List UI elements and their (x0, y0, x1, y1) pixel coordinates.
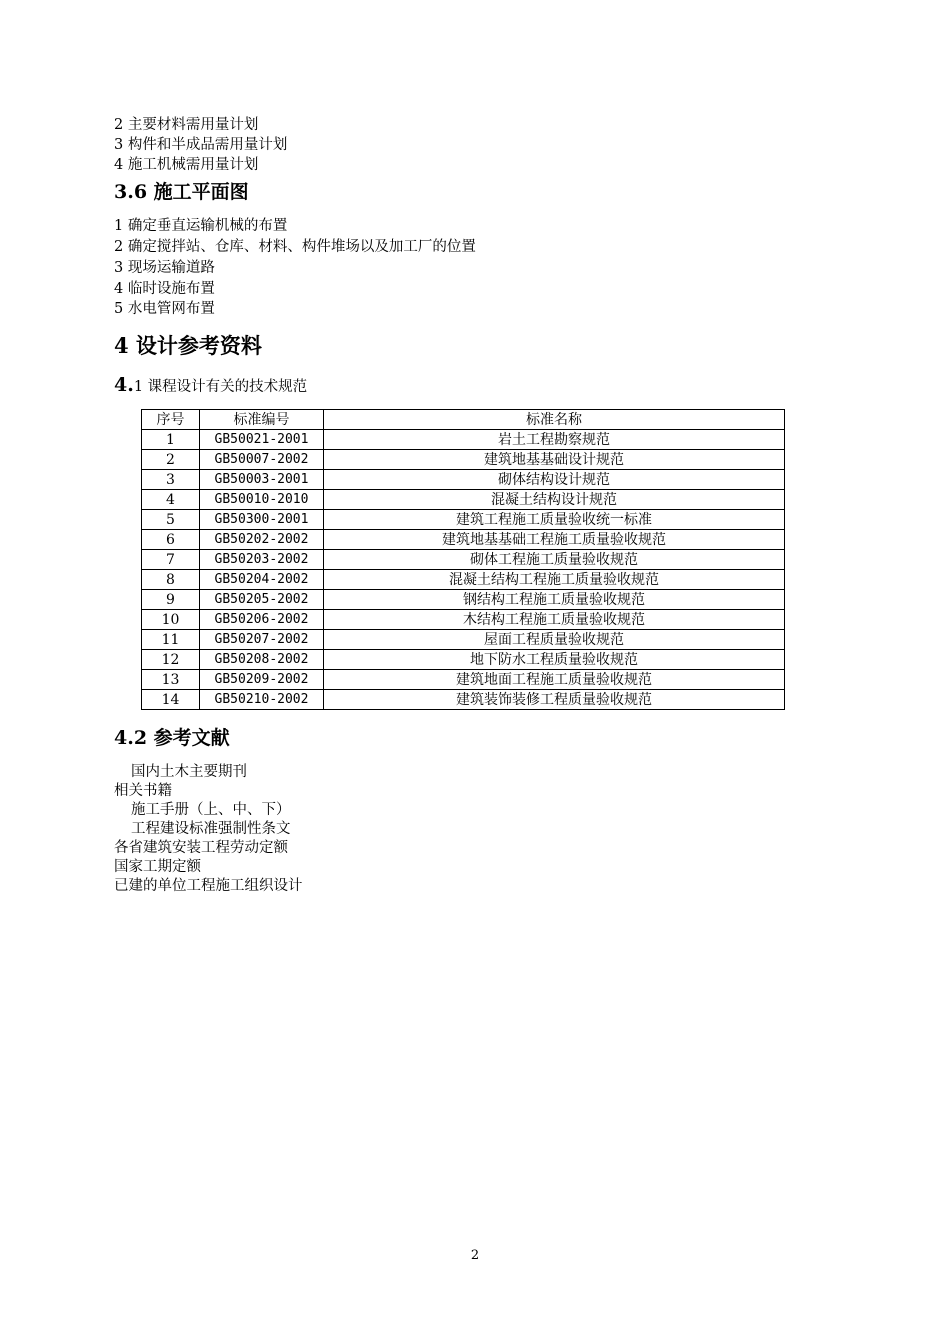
list-item: 已建的单位工程施工组织设计 (114, 878, 303, 894)
table-cell-index: 1 (142, 430, 200, 450)
list-item: 各省建筑安装工程劳动定额 (114, 840, 288, 856)
table-row (142, 590, 785, 610)
table-cell-code: GB50205-2002 (200, 590, 324, 610)
list-item: 相关书籍 (114, 783, 172, 799)
table-cell-code: GB50003-2001 (200, 470, 324, 490)
table-header-cell: 标准编号 (200, 410, 324, 430)
table-header-row (142, 410, 785, 430)
table-cell-code: GB50206-2002 (200, 610, 324, 630)
list-item: 4 施工机械需用量计划 (114, 157, 259, 173)
section-heading-4: 4 设计参考资料 (114, 333, 262, 358)
table-cell-name: 建筑地面工程施工质量验收规范 (324, 670, 785, 690)
table-cell-code: GB50203-2002 (200, 550, 324, 570)
list-item: 3 现场运输道路 (114, 260, 215, 276)
table-cell-name: 木结构工程施工质量验收规范 (324, 610, 785, 630)
table-cell-index: 12 (142, 650, 200, 670)
table-row (142, 450, 785, 470)
table-cell-code: GB50010-2010 (200, 490, 324, 510)
table-cell-name: 砌体工程施工质量验收规范 (324, 550, 785, 570)
table-row (142, 630, 785, 650)
table-cell-code: GB50007-2002 (200, 450, 324, 470)
standards-table (141, 409, 785, 710)
table-cell-code: GB50300-2001 (200, 510, 324, 530)
list-item: 国内土木主要期刊 (131, 764, 247, 780)
table-cell-code: GB50021-2001 (200, 430, 324, 450)
table-row (142, 430, 785, 450)
list-item: 5 水电管网布置 (114, 301, 215, 317)
table-cell-code: GB50210-2002 (200, 690, 324, 710)
table-cell-name: 建筑地基基础工程施工质量验收规范 (324, 530, 785, 550)
table-cell-name: 建筑地基基础设计规范 (324, 450, 785, 470)
table-cell-name: 岩土工程勘察规范 (324, 430, 785, 450)
table-cell-index: 2 (142, 450, 200, 470)
table-cell-index: 11 (142, 630, 200, 650)
list-item: 2 主要材料需用量计划 (114, 117, 259, 133)
table-row (142, 610, 785, 630)
table-header-cell: 标准名称 (324, 410, 785, 430)
list-item: 2 确定搅拌站、仓库、材料、构件堆场以及加工厂的位置 (114, 239, 476, 255)
table-row (142, 470, 785, 490)
table-cell-index: 5 (142, 510, 200, 530)
list-item: 工程建设标准强制性条文 (131, 821, 291, 837)
list-item: 4 临时设施布置 (114, 281, 215, 297)
page-number: 2 (470, 1248, 480, 1263)
table-row (142, 670, 785, 690)
table-cell-index: 13 (142, 670, 200, 690)
table-cell-code: GB50202-2002 (200, 530, 324, 550)
subsection-heading-4-1 (114, 374, 307, 396)
table-cell-name: 建筑装饰装修工程质量验收规范 (324, 690, 785, 710)
table-cell-name: 屋面工程质量验收规范 (324, 630, 785, 650)
table-cell-name: 地下防水工程质量验收规范 (324, 650, 785, 670)
table-cell-index: 3 (142, 470, 200, 490)
table-cell-index: 6 (142, 530, 200, 550)
table-row (142, 550, 785, 570)
table-cell-code: GB50204-2002 (200, 570, 324, 590)
table-cell-index: 14 (142, 690, 200, 710)
table-row (142, 490, 785, 510)
table-cell-name: 钢结构工程施工质量验收规范 (324, 590, 785, 610)
table-cell-name: 砌体结构设计规范 (324, 470, 785, 490)
list-item: 1 确定垂直运输机械的布置 (114, 218, 288, 234)
table-cell-index: 9 (142, 590, 200, 610)
table-row (142, 530, 785, 550)
table-row (142, 690, 785, 710)
table-header-cell: 序号 (142, 410, 200, 430)
table-cell-name: 混凝土结构设计规范 (324, 490, 785, 510)
section-heading-4-2: 4.2 参考文献 (114, 727, 230, 749)
table-cell-code: GB50207-2002 (200, 630, 324, 650)
table-cell-index: 8 (142, 570, 200, 590)
table-row (142, 510, 785, 530)
table-cell-index: 4 (142, 490, 200, 510)
table-row (142, 650, 785, 670)
table-row (142, 570, 785, 590)
table-cell-index: 10 (142, 610, 200, 630)
list-item: 3 构件和半成品需用量计划 (114, 137, 288, 153)
section-heading-3-6: 3.6 施工平面图 (114, 181, 249, 203)
subsection-title: 1 课程设计有关的技术规范 (133, 379, 308, 395)
list-item: 国家工期定额 (114, 859, 201, 875)
table-cell-code: GB50209-2002 (200, 670, 324, 690)
subsection-number: 4. (114, 374, 134, 396)
table-cell-index: 7 (142, 550, 200, 570)
table-cell-name: 建筑工程施工质量验收统一标准 (324, 510, 785, 530)
table-cell-code: GB50208-2002 (200, 650, 324, 670)
table-cell-name: 混凝土结构工程施工质量验收规范 (324, 570, 785, 590)
list-item: 施工手册（上、中、下） (131, 802, 291, 818)
